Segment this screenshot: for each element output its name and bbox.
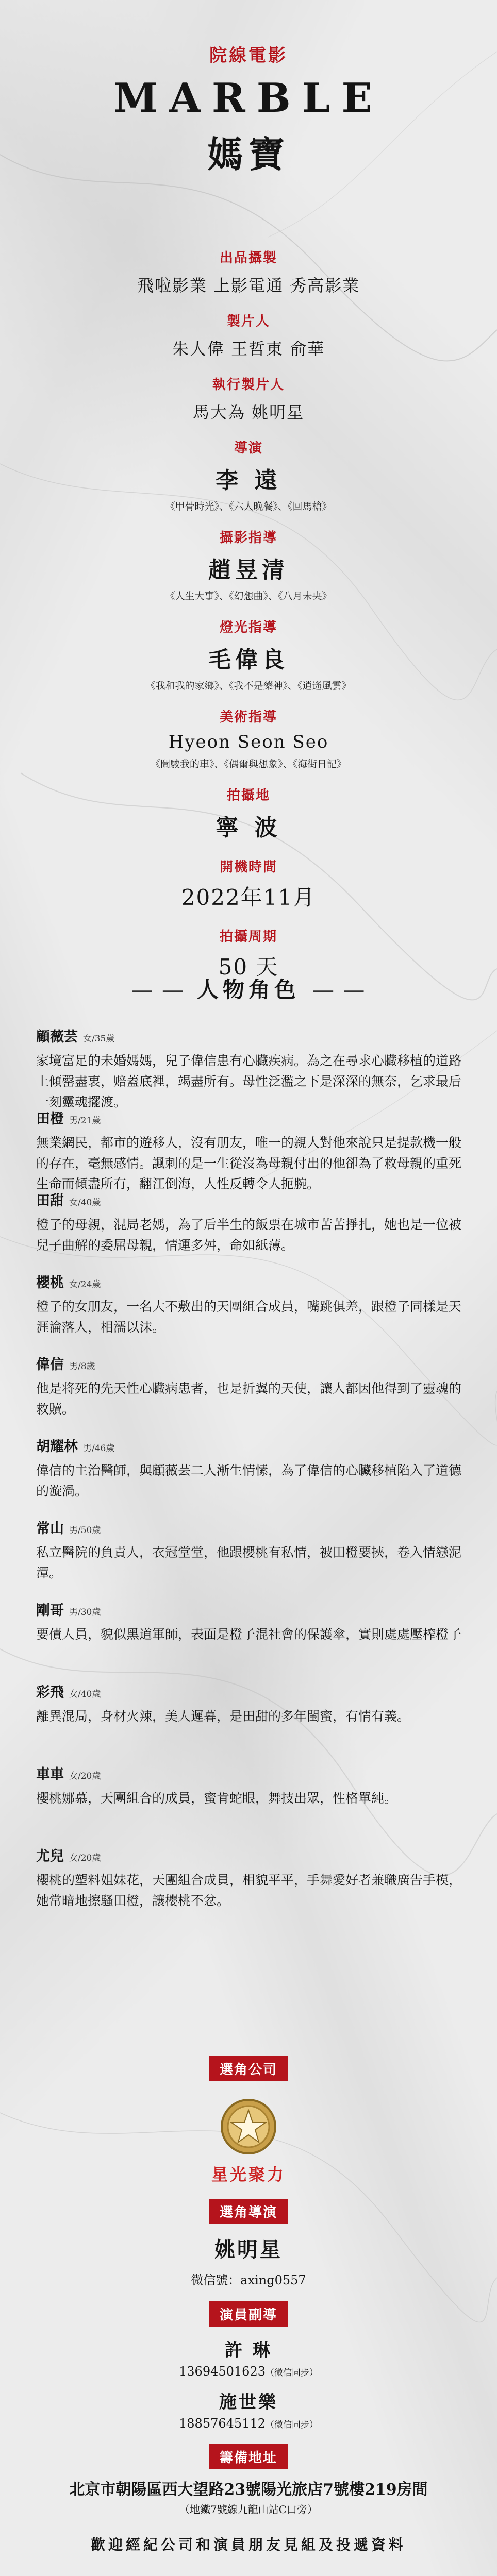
address: 北京市朝陽區西大望路23號陽光旅店7號樓219房間	[69, 2481, 428, 2499]
wechat-id: 微信號：axing0557	[191, 2273, 306, 2287]
credit-label: 開機時間	[219, 860, 277, 875]
role-meta: 女/35歲	[83, 1034, 115, 1044]
film-title-en: MARBLE	[113, 75, 384, 122]
credit-director	[0, 437, 497, 513]
role-item	[36, 1353, 463, 1435]
role-name: 偉信	[36, 1357, 64, 1373]
role-item	[36, 1763, 463, 1845]
credit-value: 朱人偉 王哲東 俞華	[172, 339, 325, 359]
role-name: 車車	[36, 1766, 64, 1782]
role-desc: 離異混局，身材火辣，美人遲暮，是田甜的多年閨蜜，有情有義。	[36, 1709, 410, 1724]
role-item	[36, 1189, 463, 1271]
role-desc: 無業網民，都市的遊移人，沒有朋友，唯一的親人對他來說只是提款機一般的存在，毫無感情。諷刺的是一生從沒為母親付出的他卻為了救母親的重死生命而傾盡所有，翻江倒海，人性反轉令人扼腕。	[36, 1135, 462, 1191]
credit-value: 李 遠	[216, 467, 281, 494]
credit-label: 導演	[234, 441, 263, 456]
role-meta: 男/21歲	[69, 1116, 101, 1126]
credit-dop	[0, 527, 497, 602]
credit-producers	[0, 311, 497, 360]
role-name: 剛哥	[36, 1603, 64, 1619]
credit-works: 《我和我的家鄉》、《我不是藥神》、《逍遙風雲》	[145, 680, 352, 692]
role-name: 田橙	[36, 1111, 64, 1127]
role-name: 櫻桃	[36, 1275, 64, 1291]
role-name: 胡耀林	[36, 1439, 78, 1455]
address-sub: （地鐵7號線九龍山站C口旁）	[179, 2503, 318, 2516]
role-item	[36, 1599, 463, 1681]
star-medal-icon	[218, 2096, 279, 2158]
credit-label: 攝影指導	[219, 530, 277, 546]
address-label: 籌備地址	[209, 2444, 288, 2469]
credit-value: 毛偉良	[208, 647, 289, 673]
role-item	[36, 1517, 463, 1599]
credit-label: 製片人	[226, 314, 270, 329]
role-item	[36, 1107, 463, 1189]
roles-title: 人物角色	[196, 977, 300, 1002]
assistant-1-phone: 13694501623	[179, 2364, 266, 2379]
credit-art	[0, 706, 497, 770]
role-meta: 女/20歲	[69, 1771, 101, 1781]
poster-header	[0, 41, 497, 178]
role-name: 田甜	[36, 1193, 64, 1209]
role-name: 常山	[36, 1521, 64, 1537]
roles-list	[36, 1025, 463, 1927]
role-meta: 男/30歲	[69, 1607, 101, 1618]
role-meta: 男/8歲	[69, 1361, 95, 1372]
assistant-2-note: （微信同步）	[265, 2420, 318, 2430]
casting-director-name: 姚明星	[214, 2237, 283, 2262]
assistant-2-phone: 18857645112	[179, 2416, 266, 2431]
credit-label: 拍攝地	[226, 788, 270, 803]
role-desc: 他是将死的先天性心臟病患者，也是折翼的天使，讓人都因他得到了靈魂的救贖。	[36, 1381, 462, 1417]
credit-works: 《人生大事》、《幻想曲》、《八月未央》	[165, 591, 332, 602]
role-desc: 偉信的主治醫師，與顧薇芸二人漸生情愫，為了偉信的心臟移植陷入了道德的漩渦。	[36, 1463, 462, 1499]
assistant-1-note: （微信同步）	[265, 2368, 318, 2378]
casting-section	[0, 2056, 497, 2554]
role-meta: 女/24歲	[69, 1279, 101, 1290]
credit-works: 《鬧駿我的車》、《偶爾與想象》、《海街日記》	[150, 759, 346, 770]
role-meta: 女/20歲	[69, 1853, 101, 1863]
heading-dash: — —	[131, 977, 185, 1002]
credit-value: 寧 波	[216, 815, 281, 841]
role-item	[36, 1025, 463, 1107]
credit-value: 飛啦影業 上影電通 秀高影業	[137, 276, 360, 295]
credit-works: 《甲骨時光》、《六人晚餐》、《回馬槍》	[165, 501, 332, 512]
role-desc: 要債人員，貌似黑道軍師，表面是橙子混社會的保護傘，實則處處壓榨橙子	[36, 1627, 462, 1642]
role-name: 彩飛	[36, 1685, 64, 1701]
role-item	[36, 1435, 463, 1517]
credit-lighting	[0, 617, 497, 692]
role-item	[36, 1845, 463, 1927]
casting-company-label: 選角公司	[209, 2056, 288, 2081]
role-meta: 男/50歲	[69, 1525, 101, 1536]
role-meta: 女/40歲	[69, 1198, 101, 1208]
logo-text: 星光聚力	[211, 2165, 286, 2184]
role-item	[36, 1271, 463, 1353]
film-title-cn: 媽寶	[207, 133, 290, 176]
assistants-label: 演員副導	[209, 2301, 288, 2327]
credit-value: 50 天	[218, 954, 279, 980]
assistant-1-name: 許 琳	[225, 2340, 272, 2361]
role-desc: 橙子的女朋友，一名大不敷出的天團組合成員，嘴跳俱差，跟橙子同樣是天涯淪落人，相濡以沫。	[36, 1299, 462, 1335]
role-desc: 私立醫院的負責人，衣冠堂堂，他跟櫻桃有私情，被田橙要挾，卷入情戀泥潭。	[36, 1545, 462, 1580]
assistant-2-name: 施世樂	[219, 2392, 278, 2413]
role-desc: 櫻桃娜慕，天團組合的成員，蜜肯蛇眼，舞技出眾，性格單純。	[36, 1791, 397, 1806]
credit-label: 執行製片人	[212, 377, 285, 393]
credit-location	[0, 785, 497, 842]
role-desc: 家境富足的未婚媽媽，兒子偉信患有心臟疾病。為之在尋求心臟移植的道路上傾罄盡衷，赔蓋底裡，竭盡所有。母性泛濫之下是深深的無奈，乞求最后一刻靈魂擺渡。	[36, 1053, 462, 1109]
casting-director-label: 選角導演	[209, 2199, 288, 2224]
credit-value: Hyeon Seon Seo	[168, 732, 329, 752]
credit-label: 燈光指導	[219, 620, 277, 635]
roles-heading	[0, 973, 497, 1004]
role-desc: 櫻桃的塑料姐妹花，天團組合成員，相貌平平，手舞愛好者兼職廣告手模，她常暗地擦騷田橙，讓櫻桃不忿。	[36, 1873, 462, 1908]
footer-note: 歡迎經紀公司和演員朋友見組及投遞資料	[90, 2536, 406, 2553]
credit-label: 拍攝周期	[219, 929, 277, 945]
credit-exec-producers	[0, 374, 497, 423]
credits	[0, 247, 497, 996]
role-item	[36, 1681, 463, 1763]
credit-producers-co	[0, 247, 497, 296]
credit-label: 美術指導	[219, 710, 277, 725]
release-label: 院線電影	[209, 45, 288, 66]
credit-label: 出品攝製	[219, 250, 277, 266]
credit-value: 2022年11月	[181, 885, 316, 910]
role-meta: 女/40歲	[69, 1689, 101, 1699]
role-name: 尤兒	[36, 1848, 64, 1864]
heading-dash: — —	[312, 977, 366, 1002]
credit-value: 趙昱清	[208, 557, 289, 583]
company-logo	[205, 2096, 292, 2185]
credit-value: 馬大為 姚明星	[192, 402, 305, 422]
role-name: 顧薇芸	[36, 1029, 78, 1045]
role-desc: 橙子的母親，混局老媽，為了后半生的飯票在城市苦苦掙扎，她也是一位被兒子曲解的委屈母親，情運多舛，命如紙薄。	[36, 1217, 462, 1253]
credit-start	[0, 856, 497, 912]
role-meta: 男/46歲	[83, 1443, 115, 1454]
